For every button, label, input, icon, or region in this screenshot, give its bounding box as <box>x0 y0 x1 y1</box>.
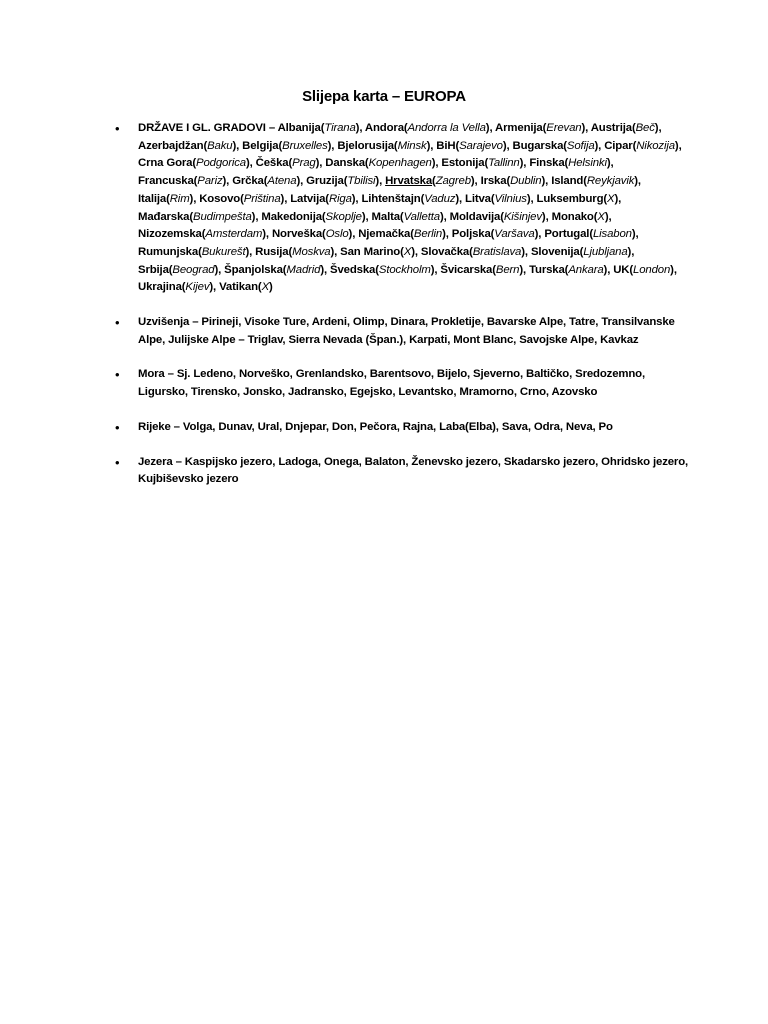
countries-heading: DRŽAVE I GL. GRADOVI <box>138 122 266 134</box>
capital-name: Bruxelles <box>282 139 328 152</box>
capital-name: Helsinki <box>568 157 607 170</box>
country-name: Estonija <box>441 157 485 170</box>
capital-name: Riga <box>328 192 352 205</box>
country-entry: Poljska(Varšava) <box>451 228 539 241</box>
country-name: Bugarska <box>512 139 564 152</box>
country-name: Norveška <box>271 228 323 241</box>
country-entry: Estonija(Tallinn) <box>441 157 524 170</box>
capital-name: X <box>597 210 605 223</box>
capital-name: Sofija <box>566 139 595 152</box>
country-entry: Crna Gora(Podgorica) <box>138 157 250 170</box>
country-name: Gruzija <box>306 175 344 188</box>
country-entry: Ukrajina(Kijev) <box>138 281 214 294</box>
capital-name: Kopenhagen <box>368 157 432 170</box>
country-name: San Marino <box>340 245 401 258</box>
country-entry: Rumunjska(Bukurešt) <box>138 245 250 258</box>
capital-name: Vilnius <box>494 192 527 205</box>
country-entry: Turska(Ankara) <box>529 263 608 276</box>
section-paragraph <box>138 454 693 489</box>
country-entry: Irska(Dublin) <box>480 175 546 188</box>
country-name: Turska <box>529 263 565 276</box>
page-title: Slijepa karta – EUROPA <box>302 88 466 105</box>
bullet-icon: • <box>115 454 120 470</box>
country-entry: Cipar(Nikozija) <box>604 139 679 152</box>
country-name: Njemačka <box>358 228 411 241</box>
separator: – <box>268 122 275 134</box>
country-entry: Njemačka(Berlin) <box>358 228 446 241</box>
capital-name: Zagreb <box>435 175 471 188</box>
country-name: Rusija <box>255 245 289 258</box>
capital-name: X <box>607 192 615 205</box>
country-entry: Švedska(Stockholm) <box>330 263 435 276</box>
country-name: Grčka <box>232 175 264 188</box>
capital-name: Tallinn <box>488 157 520 170</box>
capital-name: Stockholm <box>378 263 431 276</box>
country-entry: Francuska(Pariz) <box>138 175 227 188</box>
country-entry: Albanija(Tirana) <box>277 122 360 134</box>
capital-name: Varšava <box>494 228 535 241</box>
capital-name: Erevan <box>546 122 582 134</box>
capital-name: Bern <box>495 263 520 276</box>
country-entry: Mađarska(Budimpešta) <box>138 210 256 223</box>
country-name: Austrija <box>590 122 632 134</box>
country-entry: Finska(Helsinki) <box>529 157 611 170</box>
separator: – <box>164 368 177 381</box>
capital-name: Berlin <box>413 228 443 241</box>
capital-name: Valletta <box>403 210 440 223</box>
capital-name: Andorra la Vella <box>407 122 486 134</box>
country-name: Španjolska <box>224 263 283 276</box>
section-text: Pirineji, Visoke Ture, Ardeni, Olimp, Dinara, Prokletije, Bavarske Alpe, Tatre, Transilvanske Alpe, Julijske Alpe – Triglav, Sierra Nevada (Špan.), Karpati, Mont Blanc, Savojske Alpe, Kavkaz <box>138 316 675 346</box>
list-item-countries <box>113 120 693 297</box>
list-item <box>113 419 693 437</box>
country-entry: Grčka(Atena) <box>232 175 301 188</box>
country-name: Lihtenštajn <box>361 192 421 205</box>
country-entry: Češka(Prag) <box>255 157 320 170</box>
country-entry: Latvija(Riga) <box>290 192 356 205</box>
capital-name: X <box>403 245 412 258</box>
capital-name: Bratislava <box>472 245 522 258</box>
bullet-list <box>113 120 693 506</box>
country-entry: Moldavija(Kišinjev) <box>449 210 546 223</box>
capital-name: Podgorica <box>196 157 246 170</box>
list-item <box>113 314 693 349</box>
country-entry: Španjolska(Madrid) <box>224 263 324 276</box>
capital-name: Madrid <box>286 263 321 276</box>
country-list: Albanija(Tirana), Andora(Andorra la Vella), Armenija(Erevan), Austrija(Beč), Azerbajdžan(Baku), Belgija(Bruxelles), Bjelorusija(Minsk), BiH(Sarajevo), Bugarska(Sofija), Cipar(Nikozija), Crna Gora(Podgorica), Češka(Prag), Danska(Kopenhagen), Estonija(Tallinn), Finska(Helsinki), Francuska(Pariz), Grčka(Atena), Gruzija(Tbilisi), Hrvatska(Zagreb), Irska(Dublin), Island(Reykjavik), Italija(Rim), Kosovo(Priština), Latvija(Riga), Lihtenštajn(Vaduz), Litva(Vilnius), Luksemburg(X), Mađarska(Budimpešta), Makedonija(Skoplje), Malta(Valletta), Moldavija(Kišinjev), Monako(X), Nizozemska(Amsterdam), Norveška(Oslo), Njemačka(Berlin), Poljska(Varšava), Portugal(Lisabon), Rumunjska(Bukurešt), Rusija(Moskva), San Marino(X), Slovačka(Bratislava), Slovenija(Ljubljana), Srbija(Beograd), Španjolska(Madrid), Švedska(Stockholm), Švicarska(Bern), Turska(Ankara), UK(London), Ukrajina(Kijev), Vatikan(X) <box>138 122 682 294</box>
country-entry: Andora(Andorra la Vella) <box>364 122 490 134</box>
country-name: Poljska <box>451 228 491 241</box>
country-entry: Luksemburg(X) <box>536 192 619 205</box>
country-entry: UK(London) <box>613 263 674 276</box>
capital-name: Budimpešta <box>193 210 252 223</box>
section-paragraph <box>138 314 693 349</box>
country-entry: Portugal(Lisabon) <box>544 228 636 241</box>
country-entry: Bjelorusija(Minsk) <box>337 139 431 152</box>
country-name: Portugal <box>544 228 590 241</box>
section-text: Sj. Ledeno, Norveško, Grenlandsko, Barentsovo, Bijelo, Sjeverno, Baltičko, Sredozemno, Ligursko, Tirensko, Jonsko, Jadransko, Egejsko, Levantsko, Mramorno, Crno, Azovsko <box>138 368 646 399</box>
bullet-icon: • <box>115 367 120 383</box>
bullet-icon: • <box>115 315 120 331</box>
country-entry: Armenija(Erevan) <box>495 122 586 134</box>
country-name: Švicarska <box>440 263 493 276</box>
capital-name: Oslo <box>325 228 349 241</box>
capital-name: Sarajevo <box>459 139 503 152</box>
country-name: Belgija <box>242 139 279 152</box>
country-name: Finska <box>529 157 565 170</box>
country-entry: Lihtenštajn(Vaduz) <box>361 192 459 205</box>
capital-name: Beograd <box>172 263 215 276</box>
capital-name: X <box>261 281 270 294</box>
country-entry: Hrvatska(Zagreb) <box>385 175 475 188</box>
country-name: Monako <box>551 210 594 223</box>
capital-name: Tbilisi <box>347 175 376 188</box>
country-name: Island <box>551 175 584 188</box>
country-name: Andora <box>364 122 404 134</box>
country-name: Kosovo <box>199 192 241 205</box>
bullet-icon: • <box>115 121 120 136</box>
capital-name: Ljubljana <box>583 245 628 258</box>
country-entry: Bugarska(Sofija) <box>512 139 599 152</box>
country-entry: Srbija(Beograd) <box>138 263 219 276</box>
country-name: Latvija <box>290 192 326 205</box>
country-name: Hrvatska <box>385 175 433 188</box>
section-paragraph <box>138 366 693 401</box>
capital-name: Rim <box>169 192 190 205</box>
country-name: Srbija <box>138 263 169 276</box>
capital-name: Priština <box>243 192 281 205</box>
capital-name: Kišinjev <box>503 210 542 223</box>
country-name: Irska <box>480 175 507 188</box>
country-name: Crna Gora <box>138 157 193 170</box>
country-entry: Norveška(Oslo) <box>271 228 353 241</box>
bullet-icon: • <box>115 419 120 435</box>
country-entry: Nizozemska(Amsterdam) <box>138 228 266 241</box>
capital-name: Moskva <box>292 245 331 258</box>
country-name: Slovačka <box>420 245 470 258</box>
capital-name: Vaduz <box>424 192 456 205</box>
country-name: Danska <box>325 157 365 170</box>
country-entry: Kosovo(Priština) <box>199 192 285 205</box>
country-name: Francuska <box>138 175 194 188</box>
country-entry: Slovenija(Ljubljana) <box>530 245 632 258</box>
section-heading: Uzvišenja <box>138 316 190 329</box>
country-entry: Belgija(Bruxelles) <box>242 139 332 152</box>
country-name: Malta <box>371 210 400 223</box>
country-name: BiH <box>436 139 456 152</box>
sections <box>113 314 693 489</box>
capital-name: Reykjavik <box>586 175 635 188</box>
country-entry: Slovačka(Bratislava) <box>420 245 525 258</box>
section-heading: Rijeke <box>138 420 171 433</box>
country-name: Slovenija <box>530 245 580 258</box>
capital-name: Pariz <box>197 175 223 188</box>
capital-name: Ankara <box>568 263 604 276</box>
country-name: Bjelorusija <box>337 139 394 152</box>
country-name: Azerbajdžan <box>138 139 204 152</box>
country-entry: Malta(Valletta) <box>371 210 444 223</box>
capital-name: Skoplje <box>325 210 362 223</box>
country-entry: Island(Reykjavik) <box>551 175 638 188</box>
capital-name: Bukurešt <box>201 245 246 258</box>
country-entry: Makedonija(Skoplje) <box>261 210 366 223</box>
country-name: Češka <box>255 157 289 170</box>
country-name: Albanija <box>277 122 321 134</box>
capital-name: Atena <box>267 175 297 188</box>
list-item <box>113 366 693 401</box>
country-entry: Monako(X) <box>551 210 609 223</box>
section-text: Kaspijsko jezero, Ladoga, Onega, Balaton, Ženevsko jezero, Skadarsko jezero, Ohridsko jezero, Kujbiševsko jezero <box>138 455 689 486</box>
section-paragraph <box>138 419 693 437</box>
capital-name: Beč <box>635 122 655 134</box>
country-name: Nizozemska <box>138 228 202 241</box>
country-entry: Gruzija(Tbilisi) <box>306 175 380 188</box>
capital-name: Amsterdam <box>205 228 263 241</box>
list-item <box>113 454 693 489</box>
country-name: Švedska <box>330 263 376 276</box>
capital-name: Nikozija <box>636 139 675 152</box>
country-name: Rumunjska <box>138 245 199 258</box>
country-name: Armenija <box>495 122 543 134</box>
capital-name: Dublin <box>510 175 542 188</box>
country-name: Luksemburg <box>536 192 604 205</box>
country-entry: San Marino(X) <box>340 245 415 258</box>
country-entry: BiH(Sarajevo) <box>436 139 507 152</box>
country-name: Ukrajina <box>138 281 182 294</box>
country-entry: Austrija(Beč) <box>590 122 659 134</box>
country-name: Moldavija <box>449 210 501 223</box>
capital-name: Prag <box>292 157 316 170</box>
capital-name: Tirana <box>324 122 356 134</box>
capital-name: Lisabon <box>592 228 632 241</box>
separator: – <box>189 316 202 329</box>
country-name: Litva <box>465 192 491 205</box>
country-entry: Rusija(Moskva) <box>255 245 335 258</box>
separator: – <box>170 420 183 433</box>
country-name: UK <box>613 263 630 276</box>
country-entry: Litva(Vilnius) <box>465 192 531 205</box>
capital-name: Kijev <box>185 281 210 294</box>
country-entry: Danska(Kopenhagen) <box>325 157 436 170</box>
section-text: Volga, Dunav, Ural, Dnjepar, Don, Pečora, Rajna, Laba(Elba), Sava, Odra, Neva, Po <box>182 420 613 433</box>
countries-paragraph <box>138 120 693 297</box>
separator: – <box>172 455 185 468</box>
section-heading: Mora <box>138 368 165 381</box>
country-name: Vatikan <box>219 281 258 294</box>
country-name: Makedonija <box>261 210 322 223</box>
capital-name: Baku <box>207 139 233 152</box>
capital-name: London <box>633 263 671 276</box>
country-entry: Švicarska(Bern) <box>440 263 524 276</box>
country-entry: Italija(Rim) <box>138 192 194 205</box>
capital-name: Minsk <box>397 139 427 152</box>
country-entry: Azerbajdžan(Baku) <box>138 139 237 152</box>
country-name: Cipar <box>604 139 633 152</box>
section-heading: Jezera <box>138 455 173 468</box>
country-entry: Vatikan(X) <box>219 281 273 294</box>
country-name: Italija <box>138 192 167 205</box>
country-name: Mađarska <box>138 210 190 223</box>
